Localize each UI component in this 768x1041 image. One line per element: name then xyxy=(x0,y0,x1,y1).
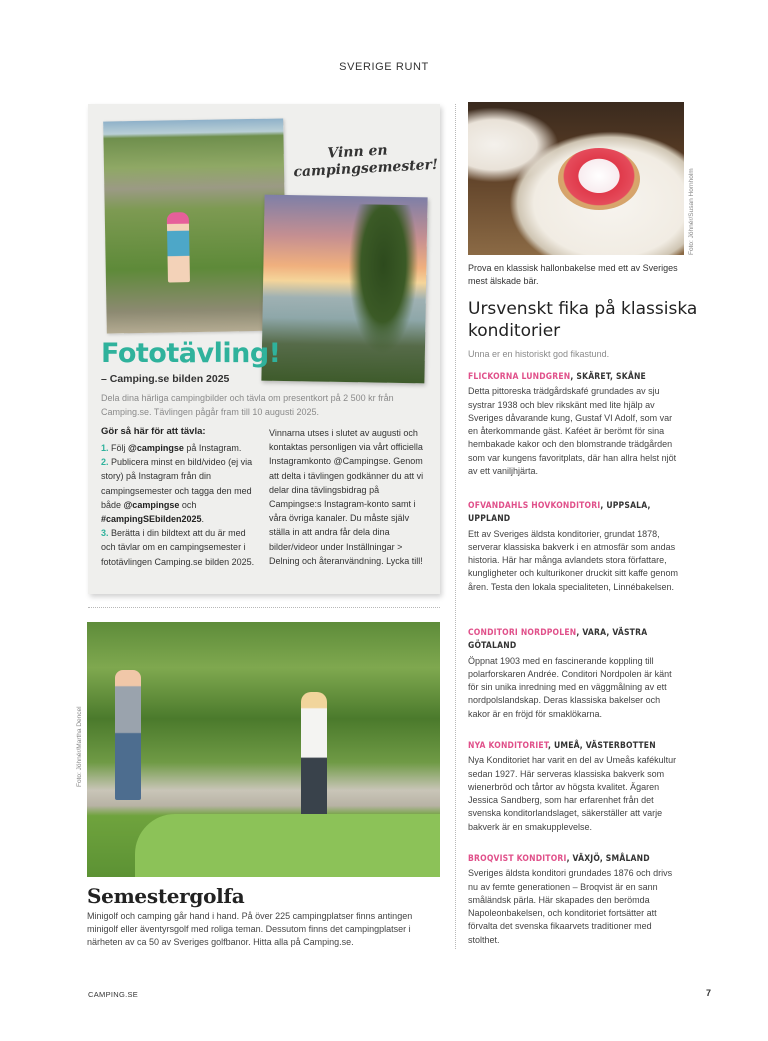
contest-subtitle: – Camping.se bilden 2025 xyxy=(101,373,230,385)
footer-site: CAMPING.SE xyxy=(88,990,139,999)
cake-caption: Prova en klassisk hallonbakelse med ett av Sveriges mest älskade bär. xyxy=(468,263,678,286)
contest-step: 2. Publicera minst en bild/video (ej via story) på Instagram från din campingsemester och tagga den med både @campingse och #campingSEbilden2025. xyxy=(101,457,253,525)
fika-lead: Unna er en historiskt god fikastund. xyxy=(468,349,610,359)
contest-rules-text: Vinnarna utses i slutet av augusti och kontaktas personligen via vårt officiella Instagramkonto @Campingse. Genom att delta i tävlingen godkänner du att vi delar dina tävlingsbidrag på Campingse:s Instagram-konto samt i våra övriga kanaler. Du måste själv ställa in att andra får dela dina bilder/videor under Inställningar > Delning och återanvändning. Lycka till! xyxy=(269,428,424,566)
section-header: SVERIGE RUNT xyxy=(339,61,429,73)
child-figure xyxy=(301,692,327,822)
tart-shape xyxy=(558,148,640,210)
golf-title: Semestergolfa xyxy=(87,884,245,908)
contest-step: 1. Följ @campingse på Instagram. xyxy=(101,443,242,453)
contest-photo-sunset xyxy=(261,195,427,384)
entry-location: , UPPSALA, UPPLAND xyxy=(468,501,651,525)
konditori-entry xyxy=(468,740,684,834)
column-divider xyxy=(455,104,456,949)
contest-step: 3. Berätta i din bildtext att du är med och tävlar om en campingsemester i fototävlingen Camping.se bilden 2025. xyxy=(101,528,255,567)
golf-photo-credit: Foto: Jöhnér/Martha Dencel xyxy=(76,706,83,787)
fika-title: Ursvenskt fika på klassiska konditorier xyxy=(468,299,698,341)
contest-steps-title: Gör så här för att tävla: xyxy=(101,426,206,437)
contest-steps xyxy=(101,441,261,569)
contest-title: Fototävling! xyxy=(101,338,281,369)
cake-photo-credit: Foto: Jöhnér/Susan Hornholm xyxy=(688,168,695,255)
contest-handwritten-tagline: Vinn en campingsemester! xyxy=(293,142,439,181)
entry-location: , VÄXJÖ, SMÅLAND xyxy=(566,854,650,864)
konditori-entry xyxy=(468,627,684,721)
entry-name: NYA KONDITORIET xyxy=(468,741,549,751)
page-number: 7 xyxy=(706,988,712,998)
entry-location: , SKÄRET, SKÅNE xyxy=(570,372,646,382)
konditori-entry xyxy=(468,371,684,478)
entry-name: BROQVIST KONDITORI xyxy=(468,854,567,864)
girl-figure xyxy=(167,212,190,282)
entry-name: CONDITORI NORDPOLEN xyxy=(468,628,577,638)
entry-text: Detta pittoreska trädgårdskafé grundades av sju systrar 1938 och blev rikskänt med lite hjälp av Sveriges dåvarande kung, Gustaf VI Adolf, som var en återkommande gäst. Kaféet är berömt för sina hembakade kakor och den blomstrande trädgården som var kungens favoritplats, där han allra helst njöt av ett vaniljhjärta. xyxy=(468,386,677,477)
entry-text: Ett av Sveriges äldsta konditorier, grundat 1878, serverar klassiska bakverk i en atmosfär som andas historia. Här har många avlandets stora författare, kungligheter och kulturikoner druckit sitt kaffe genom åren. Testa den lokala specialiteten, Linnébakelsen. xyxy=(468,528,678,592)
man-figure xyxy=(115,670,141,800)
entry-name: FLICKORNA LUNDGREN xyxy=(468,372,571,382)
raspberry-tart-photo xyxy=(468,102,684,255)
konditori-entry xyxy=(468,853,684,947)
konditori-entry xyxy=(468,500,684,594)
entry-location: , VARA, VÄSTRA GÖTALAND xyxy=(468,628,648,652)
entry-text: Sveriges äldsta konditori grundades 1876 och drivs nu av femte generationen – Broqvist är en sann småländsk pärla. Här skapades den berömda Napoleonbakelsen, och konditoriet fortsätter att förvalta det svenska fikaarvets traditioner med stolthet. xyxy=(468,868,673,945)
photo-contest-box xyxy=(88,104,440,594)
golf-body: Minigolf och camping går hand i hand. På över 225 campingplatser finns antingen minigolf eller äventyrsgolf med roliga teman. Dessutom finns det campingplatser i närheten av ca 50 av Sveriges golfbanor. Hitta alla på Camping.se. xyxy=(87,911,413,948)
entry-text: Öppnat 1903 med en fascinerande koppling till polarforskaren Andrée. Conditori Nordpolen är känt för sin unika inredning med en väggmålning av ett nordpolslandskap. Deras klassiska bakelser och kakor är en fröjd för smaklökarna. xyxy=(468,655,672,719)
entry-text: Nya Konditoriet har varit en del av Umeås kafékultur sedan 1927. Här serveras klassiska bakverk som wienerbröd och tårtor av högsta kvalitet. Ägaren Jessica Sandberg, som har erfarenhet från det svenska konditorlandslaget, säkerställer att varje bakverk är en smakupplevelse. xyxy=(468,755,677,832)
tree-silhouette xyxy=(347,204,420,355)
section-divider xyxy=(88,607,440,608)
contest-lead: Dela dina härliga campingbilder och tävla om presentkort på 2 500 kr från Camping.se. Tävlingen pågår fram till 10 augusti 2025. xyxy=(101,393,394,417)
minigolf-photo xyxy=(87,622,440,877)
contest-photo-girl xyxy=(103,118,287,333)
entry-location: , UMEÅ, VÄSTERBOTTEN xyxy=(548,741,656,751)
entry-name: OFVANDAHLS HOVKONDITORI xyxy=(468,501,601,511)
putting-green xyxy=(135,814,440,877)
